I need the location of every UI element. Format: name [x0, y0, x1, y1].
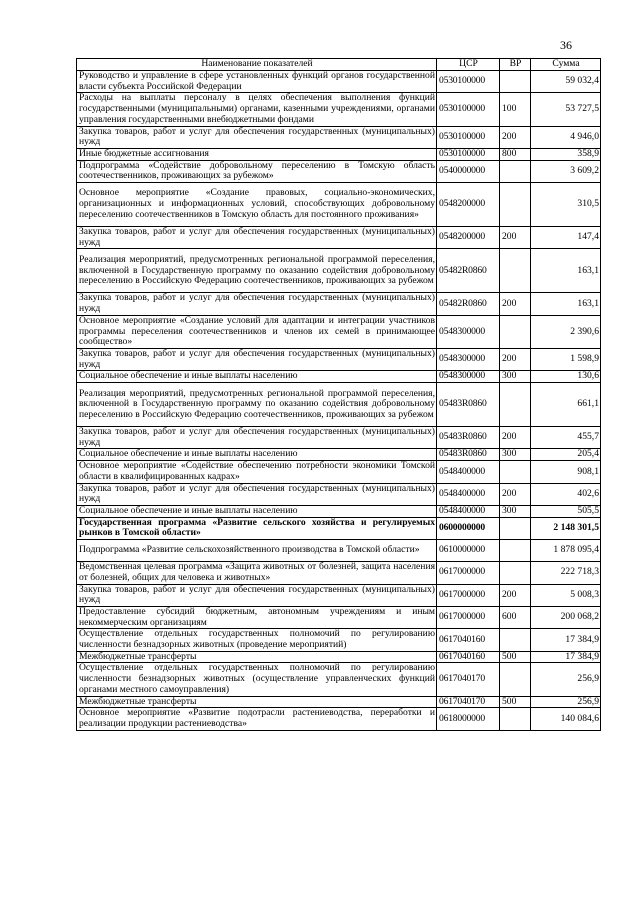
table-row — [77, 606, 601, 628]
row-csr-cell: 0540000000 — [437, 160, 500, 182]
row-csr-cell: 0548300000 — [437, 315, 500, 348]
header-vr: ВР — [500, 59, 531, 71]
row-name-cell: Закупка товаров, работ и услуг для обеспечения государственных (муниципальных) нужд — [77, 227, 437, 249]
row-sum-cell: 908,1 — [531, 461, 601, 483]
row-sum-cell: 2 390,6 — [531, 315, 601, 348]
table-row — [77, 371, 601, 383]
row-csr-cell: 0548300000 — [437, 371, 500, 383]
row-sum-cell: 3 609,2 — [531, 160, 601, 182]
table-row — [77, 629, 601, 651]
table-row — [77, 708, 601, 730]
row-csr-cell: 0530100000 — [437, 148, 500, 160]
header-csr: ЦСР — [437, 59, 500, 71]
row-vr-cell — [500, 663, 531, 696]
table-row — [77, 126, 601, 148]
row-csr-cell: 05483R0860 — [437, 383, 500, 427]
table-row — [77, 584, 601, 606]
row-name-cell: Реализация мероприятий, предусмотренных региональной программой переселения, включенной в Государственную программу по оказанию содействия добровольному переселению в Российскую Федерацию соотечественников, проживающих за рубежом — [77, 249, 437, 293]
row-name-cell: Закупка товаров, работ и услуг для обеспечения государственных (муниципальных) нужд — [77, 293, 437, 315]
row-vr-cell: 300 — [500, 449, 531, 461]
row-name-cell: Социальное обеспечение и иные выплаты населению — [77, 505, 437, 517]
row-sum-cell: 358,9 — [531, 148, 601, 160]
row-csr-cell: 0617000000 — [437, 606, 500, 628]
row-name-cell: Основное мероприятие «Содействие обеспечению потребности экономики Томской области в квалифицированных кадрах» — [77, 461, 437, 483]
table-row — [77, 517, 601, 539]
row-vr-cell — [500, 183, 531, 227]
row-csr-cell: 0548300000 — [437, 348, 500, 370]
table-row — [77, 348, 601, 370]
row-name-cell: Межбюджетные трансферты — [77, 696, 437, 708]
row-csr-cell: 0617040160 — [437, 629, 500, 651]
row-vr-cell: 500 — [500, 651, 531, 663]
row-vr-cell — [500, 562, 531, 584]
row-name-cell: Межбюджетные трансферты — [77, 651, 437, 663]
row-csr-cell: 0548400000 — [437, 505, 500, 517]
row-vr-cell: 200 — [500, 483, 531, 505]
row-csr-cell: 0617040170 — [437, 663, 500, 696]
row-vr-cell: 500 — [500, 696, 531, 708]
table-row — [77, 293, 601, 315]
row-sum-cell: 163,1 — [531, 293, 601, 315]
row-sum-cell: 455,7 — [531, 427, 601, 449]
row-csr-cell: 05482R0860 — [437, 249, 500, 293]
row-name-cell: Ведомственная целевая программа «Защита животных от болезней, защита населения от болезней, общих для человека и животных» — [77, 562, 437, 584]
table-row — [77, 696, 601, 708]
budget-table — [76, 58, 601, 731]
row-name-cell: Расходы на выплаты персоналу в целях обеспечения выполнения функций государственными (муниципальными) органами, казенными учреждениями, органами управления государственными внебюджетными фондами — [77, 93, 437, 126]
row-csr-cell: 0618000000 — [437, 708, 500, 730]
row-sum-cell: 140 084,6 — [531, 708, 601, 730]
row-name-cell: Закупка товаров, работ и услуг для обеспечения государственных (муниципальных) нужд — [77, 126, 437, 148]
row-vr-cell: 800 — [500, 148, 531, 160]
row-csr-cell: 0548400000 — [437, 461, 500, 483]
row-vr-cell — [500, 517, 531, 539]
table-row — [77, 651, 601, 663]
row-sum-cell: 310,5 — [531, 183, 601, 227]
table-row — [77, 483, 601, 505]
row-name-cell: Закупка товаров, работ и услуг для обеспечения государственных (муниципальных) нужд — [77, 584, 437, 606]
row-sum-cell: 200 068,2 — [531, 606, 601, 628]
table-row — [77, 249, 601, 293]
row-name-cell: Подпрограмма «Содействие добровольному переселению в Томскую область соотечественников, проживающих за рубежом» — [77, 160, 437, 182]
row-sum-cell: 402,6 — [531, 483, 601, 505]
row-name-cell: Социальное обеспечение и иные выплаты населению — [77, 449, 437, 461]
table-row — [77, 562, 601, 584]
row-sum-cell: 59 032,4 — [531, 71, 601, 93]
row-sum-cell: 130,6 — [531, 371, 601, 383]
table-row — [77, 427, 601, 449]
row-sum-cell: 505,5 — [531, 505, 601, 517]
row-csr-cell: 0600000000 — [437, 517, 500, 539]
row-csr-cell: 0610000000 — [437, 540, 500, 562]
row-sum-cell: 1 598,9 — [531, 348, 601, 370]
row-sum-cell: 222 718,3 — [531, 562, 601, 584]
row-csr-cell: 0530100000 — [437, 126, 500, 148]
row-csr-cell: 05483R0860 — [437, 427, 500, 449]
row-csr-cell: 0617040160 — [437, 651, 500, 663]
row-vr-cell: 200 — [500, 293, 531, 315]
table-row — [77, 449, 601, 461]
row-csr-cell: 0548200000 — [437, 183, 500, 227]
row-name-cell: Закупка товаров, работ и услуг для обеспечения государственных (муниципальных) нужд — [77, 348, 437, 370]
row-csr-cell: 05483R0860 — [437, 449, 500, 461]
row-vr-cell — [500, 708, 531, 730]
table-row — [77, 461, 601, 483]
row-sum-cell: 53 727,5 — [531, 93, 601, 126]
row-name-cell: Реализация мероприятий, предусмотренных региональной программой переселения, включенной в Государственную программу по оказанию содействия добровольному переселению в Российскую Федерацию соотечественников, проживающих за рубежом — [77, 383, 437, 427]
row-sum-cell: 5 008,3 — [531, 584, 601, 606]
header-name: Наименование показателей — [77, 59, 437, 71]
row-vr-cell — [500, 461, 531, 483]
table-row — [77, 148, 601, 160]
table-row — [77, 315, 601, 348]
row-vr-cell: 200 — [500, 348, 531, 370]
row-csr-cell: 0548400000 — [437, 483, 500, 505]
page-number: 36 — [560, 38, 572, 52]
row-sum-cell: 147,4 — [531, 227, 601, 249]
table-row — [77, 183, 601, 227]
row-name-cell: Подпрограмма «Развитие сельскохозяйственного производства в Томской области» — [77, 540, 437, 562]
row-name-cell: Государственная программа «Развитие сельского хозяйства и регулируемых рынков в Томской области» — [77, 517, 437, 539]
row-name-cell: Иные бюджетные ассигнования — [77, 148, 437, 160]
row-name-cell: Закупка товаров, работ и услуг для обеспечения государственных (муниципальных) нужд — [77, 483, 437, 505]
row-csr-cell: 0530100000 — [437, 71, 500, 93]
row-name-cell: Предоставление субсидий бюджетным, автономным учреждениям и иным некоммерческим организациям — [77, 606, 437, 628]
row-sum-cell: 1 878 095,4 — [531, 540, 601, 562]
row-name-cell: Осуществление отдельных государственных полномочий по регулированию численности безнадзорных животных (осуществление управленческих функций органами местного самоуправления) — [77, 663, 437, 696]
table-row — [77, 505, 601, 517]
row-sum-cell: 661,1 — [531, 383, 601, 427]
table-row — [77, 663, 601, 696]
row-vr-cell — [500, 629, 531, 651]
row-csr-cell: 0617040170 — [437, 696, 500, 708]
table-row — [77, 71, 601, 93]
table-row — [77, 93, 601, 126]
row-vr-cell — [500, 71, 531, 93]
row-vr-cell: 300 — [500, 505, 531, 517]
row-name-cell: Социальное обеспечение и иные выплаты населению — [77, 371, 437, 383]
row-csr-cell: 0548200000 — [437, 227, 500, 249]
row-vr-cell: 200 — [500, 427, 531, 449]
row-csr-cell: 0530100000 — [437, 93, 500, 126]
row-sum-cell: 2 148 301,5 — [531, 517, 601, 539]
row-vr-cell — [500, 315, 531, 348]
row-name-cell: Руководство и управление в сфере установленных функций органов государственной власти субъекта Российской Федерации — [77, 71, 437, 93]
row-sum-cell: 205,4 — [531, 449, 601, 461]
table-body — [77, 71, 601, 731]
row-name-cell: Осуществление отдельных государственных полномочий по регулированию численности безнадзорных животных (проведение мероприятий) — [77, 629, 437, 651]
row-vr-cell — [500, 540, 531, 562]
row-vr-cell — [500, 160, 531, 182]
row-sum-cell: 163,1 — [531, 249, 601, 293]
header-sum: Сумма — [531, 59, 601, 71]
row-vr-cell: 200 — [500, 584, 531, 606]
row-csr-cell: 0617000000 — [437, 562, 500, 584]
row-name-cell: Основное мероприятие «Создание условий для адаптации и интеграции участников программы переселения соотечественников и членов их семей в принимающее сообщество» — [77, 315, 437, 348]
row-sum-cell: 256,9 — [531, 663, 601, 696]
row-sum-cell: 17 384,9 — [531, 651, 601, 663]
row-name-cell: Основное мероприятие «Развитие подотрасли растениеводства, переработки и реализации продукции растениеводства» — [77, 708, 437, 730]
row-vr-cell: 100 — [500, 93, 531, 126]
table-row — [77, 160, 601, 182]
row-vr-cell — [500, 249, 531, 293]
row-vr-cell: 600 — [500, 606, 531, 628]
row-vr-cell: 200 — [500, 227, 531, 249]
table-row — [77, 227, 601, 249]
row-sum-cell: 256,9 — [531, 696, 601, 708]
table-row — [77, 383, 601, 427]
row-vr-cell: 300 — [500, 371, 531, 383]
row-sum-cell: 17 384,9 — [531, 629, 601, 651]
row-vr-cell — [500, 383, 531, 427]
row-csr-cell: 05482R0860 — [437, 293, 500, 315]
row-name-cell: Основное мероприятие «Создание правовых, социально-экономических, организационных и информационных условий, способствующих добровольному переселению соотечественников в Томскую область для постоянного проживания» — [77, 183, 437, 227]
table-header-row — [77, 59, 601, 71]
table-row — [77, 540, 601, 562]
row-csr-cell: 0617000000 — [437, 584, 500, 606]
row-sum-cell: 4 946,0 — [531, 126, 601, 148]
row-vr-cell: 200 — [500, 126, 531, 148]
row-name-cell: Закупка товаров, работ и услуг для обеспечения государственных (муниципальных) нужд — [77, 427, 437, 449]
